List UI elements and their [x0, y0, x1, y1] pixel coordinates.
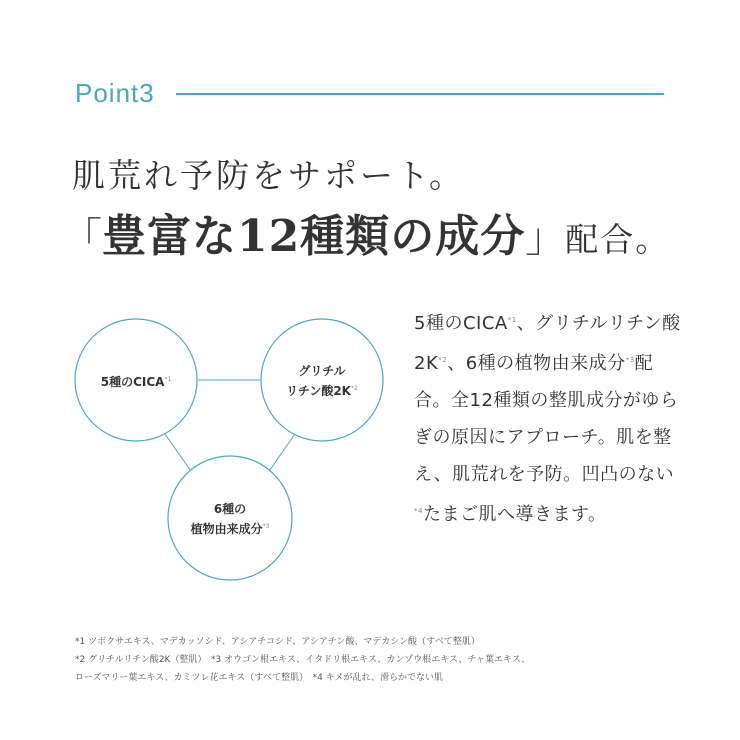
- diagram-graphic: [70, 312, 390, 587]
- circle-plant-extracts-label: 6種の 植物由来成分$^{*3}$: [190, 502, 270, 536]
- footnote-line: ローズマリー葉エキス、カミツレ花エキス（すべて整肌） *4 キメが乱れ、滑らかでない肌: [75, 673, 444, 683]
- headline-line2: [62, 200, 670, 264]
- open-bracket: 「: [62, 215, 102, 261]
- footnotes: [75, 633, 695, 687]
- headline-emphasis: 豊富な12種類の成分: [102, 211, 526, 262]
- circle-glycyrrhizinate-label: グリチル リチン酸$2K^{*2}$: [286, 364, 358, 398]
- connector-1-3: [165, 434, 193, 474]
- description-paragraph: 5種のCICA$^{*1}$、グリチルリチン酸$2K^{*2}$、6種の植物由来成分$^{*3}$配合。全12種類の整肌成分がゆらぎの原因にアプローチ。肌を整え、肌荒れを予防。凹凸のない$^{*4}$たまご肌へ導きます。: [414, 313, 681, 525]
- point-divider: [176, 93, 664, 95]
- connector-2-3: [267, 434, 295, 474]
- point-label: Point3: [75, 78, 155, 108]
- circle-cica-label: 5種のCICA$^{*1}$: [100, 375, 172, 389]
- ingredient-diagram: [70, 312, 390, 587]
- headline-line1: 肌荒れ予防をサポート。: [72, 156, 466, 195]
- headline-suffix: 配合。: [565, 220, 671, 259]
- footnote-line: *1 ツボクサエキス、マデカッソシド、アシアチコシド、アシアチン酸、マデカシン酸（すべて整肌）: [75, 637, 480, 647]
- close-bracket: 」: [525, 215, 566, 261]
- footnote-line: *2 グリチルリチン酸2K（整肌） *3 オウゴン根エキス、イタドリ根エキス、カンゾウ根エキス、チャ葉エキス、: [75, 655, 531, 665]
